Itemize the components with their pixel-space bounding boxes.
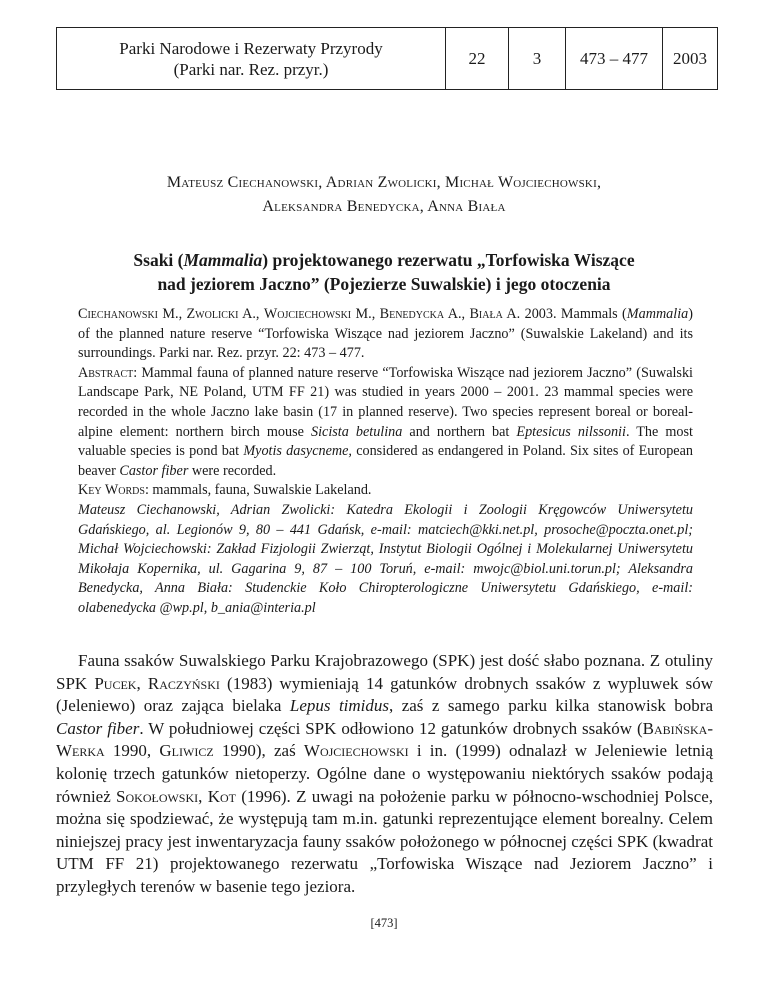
author-line-2: Aleksandra Benedycka, Anna Biała bbox=[262, 198, 506, 215]
abstract-span: were recorded. bbox=[188, 462, 277, 479]
year-cell: 2003 bbox=[663, 28, 718, 90]
body-span: i in. (1999) odnalazł w Jeleniewie letnią kolonię trzech gatunków nietoperzy. Ogólne dane o występowaniu niektórych ssaków podają również bbox=[56, 741, 713, 806]
cited-author: Raczyński bbox=[147, 673, 220, 693]
journal-header-table bbox=[56, 27, 718, 90]
body-text bbox=[56, 650, 713, 899]
page-number: [473] bbox=[370, 916, 398, 930]
title-line-1 bbox=[40, 248, 728, 272]
body-span: , bbox=[198, 786, 208, 806]
pages-cell: 473 – 477 bbox=[566, 28, 663, 90]
author-line-1: Mateusz Ciechanowski, Adrian Zwolicki, Michał Wojciechowski, bbox=[166, 174, 602, 191]
journal-name-cell bbox=[57, 28, 446, 90]
body-span: (1983) wymieniają 14 gatunków drobnych ssaków z wypluwek sów (Jeleniewo) oraz zająca bielaka bbox=[56, 673, 713, 716]
author-affiliations: Mateusz Ciechanowski, Adrian Zwolicki: Katedra Ekologii i Zoologii Kręgowców Uniwersytetu Gdańskiego, al. Legionów 9, 80 – 441 Gdańsk, e-mail: matciech@kki.net.pl, prosoche@poczta.onet.pl; Michał Wojciechowski: Zakład Fizjologii Zwierząt, Instytut Biologii Ogólnej i Molekularnej Uniwersytetu Mikołaja Kopernika, ul. Gagarina 9, 87 – 100 Toruń, e-mail: mwojc@biol.uni.torun.pl; Aleksandra Benedycka, Anna Biała: Studenckie Koło Chiropterologiczne Uniwersytetu Gdańskiego, e-mail: olabenedycka @wp.pl, b_ania@interia.pl bbox=[78, 501, 693, 616]
issue-cell: 3 bbox=[509, 28, 566, 90]
body-span: Fauna ssaków Suwalskiego Parku Krajobrazowego (SPK) jest dość słabo poznana. Z otuliny SPK bbox=[56, 651, 713, 693]
abstract-span: and northern bat bbox=[402, 423, 517, 440]
species-name: Sicista betulina bbox=[310, 423, 403, 440]
title-taxon: Mammalia bbox=[183, 250, 263, 270]
citation-text: A. 2003. Mammals ( bbox=[502, 306, 627, 322]
keywords-label: Key Words bbox=[78, 482, 145, 499]
citation-author: Wojciechowski bbox=[263, 306, 352, 322]
title-text: ) projektowanego rezerwatu „Torfowiska Wiszące bbox=[262, 250, 635, 270]
cited-author: Sokołowski bbox=[116, 786, 199, 806]
body-span: 1990, bbox=[104, 741, 160, 761]
journal-name: Parki Narodowe i Rezerwaty Przyrody bbox=[119, 38, 383, 58]
body-span: (1996). Z uwagi na położenie parku w północno-wschodniej Polsce, można się spodziewać, że występują tam m.in. gatunki reprezentujące element borealny. Celem niniejszej pracy jest inwentaryzacja fauny ssaków położonego w północnej części SPK (kwadrat UTM FF 21) projektowanego rezerwatu „Torfowiska Wiszące nad Jeziorem Jaczno” i przyległych terenów w basenie tego jeziora. bbox=[56, 786, 714, 896]
keywords-text: : mammals, fauna, Suwalskie Lakeland. bbox=[144, 482, 372, 499]
body-span: . W południowej części SPK odłowiono 12 gatunków drobnych ssaków ( bbox=[139, 718, 643, 738]
paper-title bbox=[40, 248, 728, 296]
citation-author: Zwolicki bbox=[186, 306, 239, 322]
cited-author: Pucek bbox=[94, 673, 137, 693]
title-line-2: nad jeziorem Jaczno” (Pojezierze Suwalskie) i jego otoczenia bbox=[157, 274, 611, 294]
species-name: Castor fiber bbox=[119, 462, 189, 479]
citation-author: Biała bbox=[469, 306, 503, 322]
cited-author: Babińska-Werka bbox=[56, 718, 713, 761]
cited-author: Wojciechowski bbox=[303, 741, 409, 761]
volume-cell: 22 bbox=[446, 28, 509, 90]
citation-text: M., bbox=[158, 306, 187, 322]
cited-author: Gliwicz bbox=[159, 741, 214, 761]
abstract-span: : Mammal fauna of planned nature reserve “Torfowiska Wiszące nad jeziorem Jaczno” (Suwalski Landscape Park, NE Poland, UTM FF 21) was studied in years 2000 – 2001. 23 mammal species were recorded in the whole Jaczno lake basin (17 in planned reserve). Two species represent boreal or boreal-alpine element: northern birch mouse bbox=[78, 364, 693, 440]
citation-text: A., bbox=[238, 306, 264, 322]
abstract-span: considered as endangered in Poland. Six sites of European beaver bbox=[78, 443, 693, 479]
cited-author: Kot bbox=[207, 786, 236, 806]
citation-text: M., bbox=[351, 306, 380, 322]
abstract-span: . The most valuable species is pond bat bbox=[78, 423, 693, 460]
abstract-label: Abstract bbox=[78, 364, 134, 381]
species-name: Lepus timidus bbox=[289, 696, 390, 716]
species-name: Myotis dasycneme, bbox=[243, 443, 352, 460]
body-span: , bbox=[136, 673, 148, 693]
citation-text: A., bbox=[444, 306, 470, 322]
body-span: 1990), zaś bbox=[213, 741, 304, 761]
species-name: Eptesicus nilssonii bbox=[516, 423, 626, 440]
abstract-text bbox=[78, 364, 693, 482]
body-span: , zaś z samego parku kilka stanowisk bobra bbox=[389, 696, 713, 716]
citation-author: Benedycka bbox=[379, 306, 445, 322]
citation-text: ) of the planned nature reserve “Torfowiska Wiszące nad jeziorem Jaczno” (Suwalskie Lakeland) and its surroundings. Parki nar. Rez. przyr. 22: 473 – 477. bbox=[78, 306, 693, 362]
title-text: Ssaki ( bbox=[133, 250, 184, 270]
keywords bbox=[78, 481, 693, 501]
author-list bbox=[40, 171, 728, 219]
citation-taxon: Mammalia bbox=[626, 306, 689, 322]
species-name: Castor fiber bbox=[56, 718, 140, 738]
abstract-block bbox=[78, 305, 693, 619]
citation-author: Ciechanowski bbox=[78, 306, 159, 322]
intro-paragraph bbox=[56, 650, 713, 899]
journal-abbreviation: (Parki nar. Rez. przyr.) bbox=[173, 59, 329, 79]
citation bbox=[78, 305, 693, 364]
